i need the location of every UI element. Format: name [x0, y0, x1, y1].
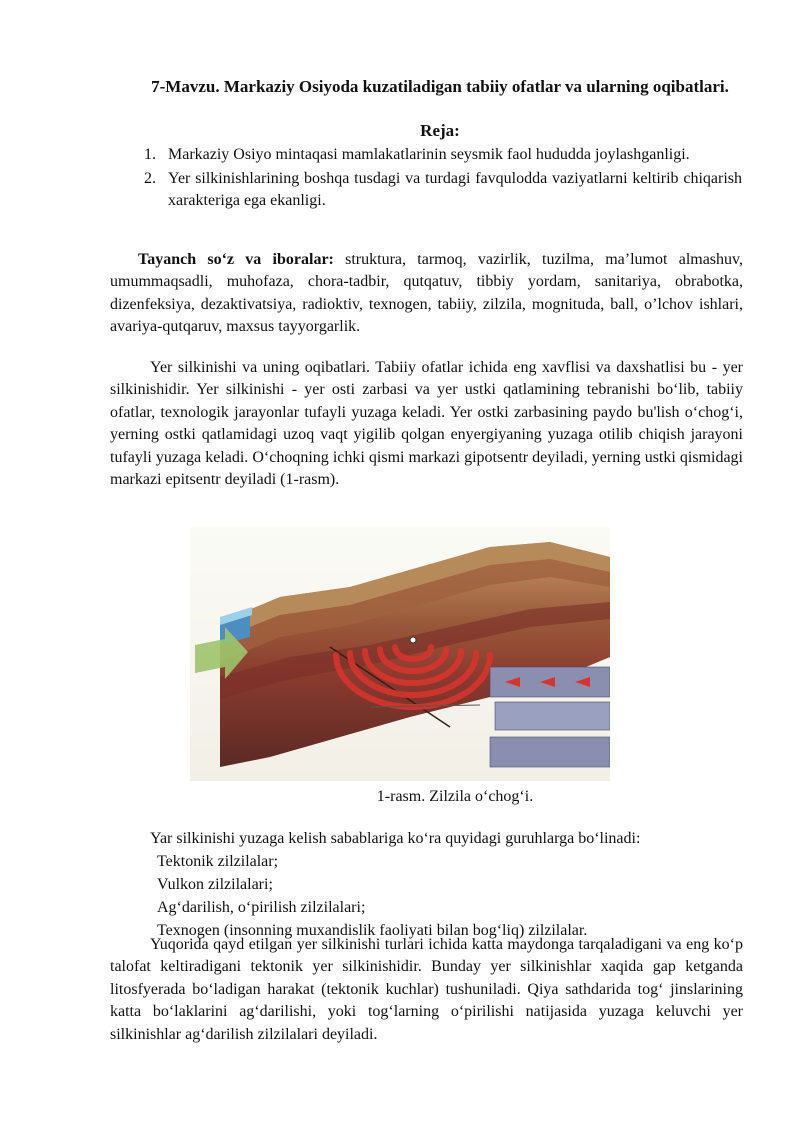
body-paragraph-2: Yuqorida qayd etilgan yer silkinishi turlari ichida katta maydonga tarqaladigani va eng ko‘p talofat keltiradigani tektonik yer silkinishidir. Bunday yer silkinishlar xaqida gap ketganda litosfyerada bo‘ladigan harakat (tektonik kuchlar) tushuniladi. Qiya sathdarida tog‘ jinslarining katta bo‘laklarini ag‘darilishi, yoki tog‘larning o‘pirilishi natijasida yuzaga keluvchi yer silkinishlar ag‘darilish zilzilalari deyiladi. [110, 936, 743, 1043]
plan-item-number: 2. [144, 170, 156, 187]
figure-caption: 1-rasm. Zilzila o‘chog‘i. [376, 788, 534, 805]
plan-list [144, 144, 742, 212]
plan-heading: Reja: [420, 121, 460, 140]
keywords-paragraph [110, 249, 743, 339]
keywords-text: struktura, tarmoq, vazirlik, tuzilma, ma’lumot almashuv, umummaqsadli, muhofaza, chora-tadbir, qutqatuv, tibbiy yordam, sanitariya, obrabotka, dizenfeksiya, dezaktivatsiya, radioktiv, texnogen, tabiiy, zilzila, mognituda, ball, o’lchov ishlari, avariya-qutqaruv, maxsus tayyorgarlik. [110, 251, 743, 336]
body-paragraph-1: Yer silkinishi va uning oqibatlari. Tabiiy ofatlar ichida eng xavflisi va daxshatlisi bu - yer silkinishidir. Yer silkinishi - yer osti zarbasi va yer ustki qatlamining tebranishi bo‘lib, tabiiy ofatlar, texnologik jarayonlar tufayli yuzaga keladi. Yer ostki zarbasining paydo bu'lish o‘chog‘i, yerning ostki qatlamidagi uzoq vaqt yigilib qolgan enyergiyaning yuzaga otilib chiqish jarayoni tufayli yuzaga keladi. O‘choqning ichki qismi markazi gipotsentr deyiladi, yerning ustki qismidagi markazi epitsentr deyiladi (1-rasm). [110, 359, 743, 489]
list-intro: Yar silkinishi yuzaga kelish sabablariga ko‘ra quyidagi guruhlarga bo‘linadi: [150, 830, 641, 847]
plan-item [144, 168, 742, 212]
plan-item [144, 144, 742, 166]
keywords-lead: Tayanch so‘z va iboralar: [138, 251, 334, 268]
plan-item-text: Markaziy Osiyo mintaqasi mamlakatlarinin seysmik faol hududda joylashganligi. [168, 146, 690, 163]
list-item: Tektonik zilzilalar; [157, 853, 279, 870]
plan-item-text: Yer silkinishlarining boshqa tusdagi va turdagi favqulodda vaziyatlarni keltirib chiqarish xarakteriga ega ekanligi. [168, 170, 742, 209]
list-item: Ag‘darilish, o‘pirilish zilzilalari; [157, 899, 366, 916]
list-item: Texnogen (insonning muxandislik faoliyati bilan bog‘liq) zilzilalar. [157, 922, 588, 939]
list-item: Vulkon zilzilalari; [157, 876, 273, 893]
earthquake-focus-illustration [190, 527, 610, 781]
causes-list [110, 827, 743, 942]
page-title: 7-Mavzu. Markaziy Osiyoda kuzatiladigan tabiiy ofatlar va ularning oqibatlari. [151, 77, 729, 96]
plan-item-number: 1. [144, 146, 156, 163]
